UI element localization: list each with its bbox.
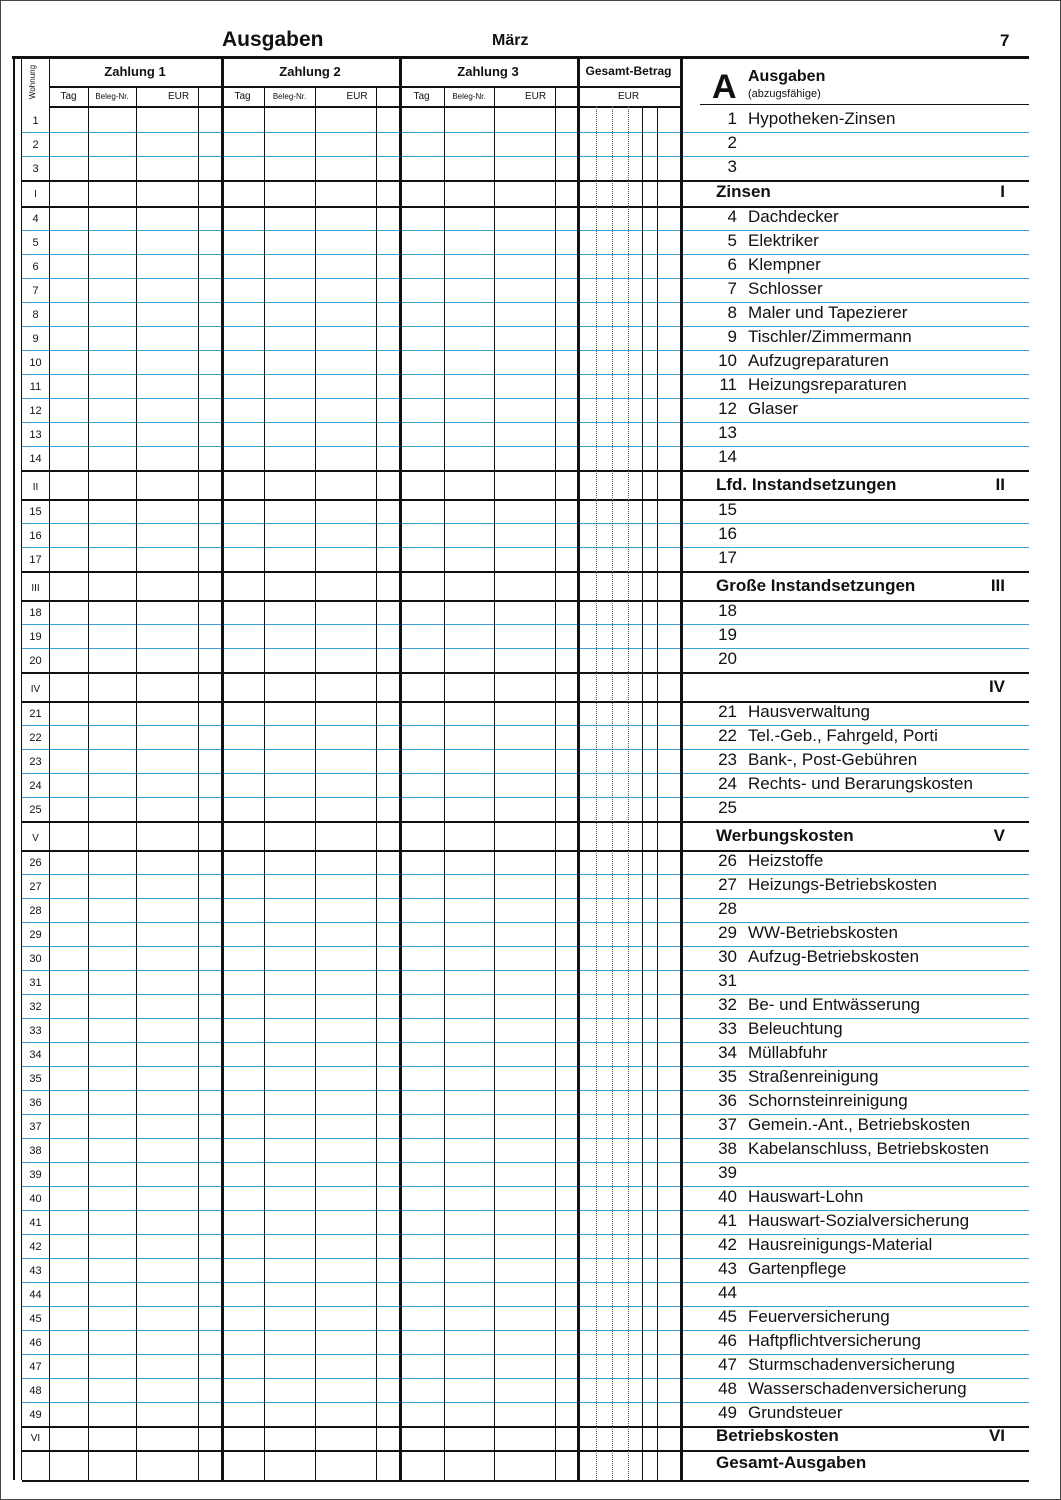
rule-line — [22, 398, 680, 399]
item-number: 5 — [727, 231, 737, 250]
row-number: 35 — [29, 1073, 42, 1085]
item-label: Sturmschadenversicherung — [748, 1355, 955, 1374]
page-number: 7 — [1000, 31, 1010, 50]
rule-line — [22, 499, 680, 501]
item-number: 3 — [727, 157, 737, 176]
section-label: Lfd. Instandsetzungen — [716, 475, 897, 494]
rule-line — [22, 278, 680, 279]
item-number: 8 — [727, 303, 737, 322]
rule-line — [22, 1186, 680, 1187]
eur-header-total: EUR — [617, 91, 640, 102]
item-number: 29 — [718, 923, 737, 942]
item-label: Müllabfuhr — [748, 1043, 828, 1062]
item-label: Hauswart-Sozialversicherung — [748, 1211, 970, 1230]
row-number: 24 — [29, 780, 42, 792]
section-label: Betriebskosten — [716, 1426, 839, 1445]
rule-line — [22, 547, 680, 548]
rule-line — [680, 1450, 1029, 1452]
row-number: 25 — [29, 804, 42, 816]
rule-line — [22, 302, 680, 303]
item-number: 25 — [718, 798, 737, 817]
tag-header-3: Tag — [413, 91, 430, 102]
row-number: 41 — [29, 1217, 42, 1229]
rule-line — [22, 374, 680, 375]
rule-line — [22, 946, 680, 947]
item-label: Tischler/Zimmermann — [748, 327, 912, 346]
zahlung-2-header: Zahlung 2 — [279, 64, 341, 79]
item-label: Rechts- und Berarungskosten — [748, 774, 973, 793]
column-line — [13, 58, 15, 1480]
row-number: 1 — [32, 115, 39, 127]
row-number: 19 — [29, 631, 42, 643]
rule-line — [22, 1162, 680, 1163]
column-line — [315, 86, 316, 1480]
item-number: 12 — [718, 399, 737, 418]
section-number: I — [34, 189, 37, 200]
rule-line — [22, 156, 680, 157]
row-number: 46 — [29, 1337, 42, 1349]
row-number: 6 — [32, 261, 39, 273]
row-number: 15 — [29, 506, 42, 518]
item-number: 45 — [718, 1307, 737, 1326]
item-label: WW-Betriebskosten — [748, 923, 898, 942]
column-line — [49, 58, 50, 1480]
rule-line — [22, 1426, 680, 1428]
zahlung-1-header: Zahlung 1 — [104, 64, 166, 79]
eur-header-3: EUR — [524, 91, 547, 102]
item-label: Be- und Entwässerung — [748, 995, 920, 1014]
rule-line — [22, 254, 680, 255]
item-number: 13 — [718, 423, 737, 442]
rule-line — [22, 1480, 1029, 1482]
rule-line — [22, 1258, 680, 1259]
item-number: 47 — [718, 1355, 737, 1374]
rule-line — [22, 773, 680, 774]
item-number: 11 — [719, 375, 737, 394]
item-label: Elektriker — [748, 231, 819, 250]
section-number: II — [32, 482, 39, 493]
rule-line — [22, 1306, 680, 1307]
item-label: Haftpflichtversicherung — [748, 1331, 921, 1350]
wohnung-header: Wohnung — [28, 64, 37, 100]
item-number: 19 — [718, 625, 737, 644]
item-number: 23 — [718, 750, 737, 769]
rule-line — [22, 180, 680, 182]
row-number: 2 — [32, 139, 39, 151]
item-label: Heizstoffe — [748, 851, 824, 870]
item-number: 34 — [718, 1043, 737, 1062]
row-number: 45 — [29, 1313, 42, 1325]
rule-line — [22, 898, 680, 899]
row-number: 8 — [32, 309, 39, 321]
rule-line — [22, 446, 680, 447]
rule-line — [22, 797, 680, 798]
rule-line — [22, 850, 680, 852]
section-label: Große Instandsetzungen — [716, 576, 916, 595]
item-number: 26 — [718, 851, 737, 870]
item-label: Hausverwaltung — [748, 702, 870, 721]
row-number: 4 — [32, 213, 39, 225]
rule-line — [22, 725, 680, 726]
item-number: 16 — [718, 524, 737, 543]
row-number: 48 — [29, 1385, 42, 1397]
row-number: 18 — [29, 607, 42, 619]
rule-line — [22, 600, 680, 602]
category-title: Ausgaben — [748, 68, 826, 85]
beleg-header-1: Beleg-Nr. — [95, 92, 129, 101]
row-number: 16 — [29, 530, 42, 542]
rule-line — [22, 1234, 680, 1235]
row-number: 13 — [29, 429, 42, 441]
rule-line — [22, 1114, 680, 1115]
column-line — [555, 86, 556, 1480]
section-number: IV — [30, 684, 41, 695]
beleg-header-3: Beleg-Nr. — [452, 92, 486, 101]
section-roman: V — [993, 826, 1005, 845]
rule-line — [22, 571, 680, 573]
item-number: 49 — [718, 1403, 737, 1422]
row-number: 27 — [29, 881, 42, 893]
rule-line — [680, 672, 1029, 674]
row-number: 11 — [29, 381, 42, 393]
item-number: 37 — [718, 1115, 737, 1134]
section-roman: III — [990, 576, 1005, 595]
row-number: 42 — [29, 1241, 42, 1253]
item-number: 39 — [718, 1163, 737, 1182]
item-number: 41 — [718, 1211, 737, 1230]
section-roman: IV — [988, 677, 1005, 696]
rule-line — [22, 994, 680, 995]
item-number: 10 — [718, 351, 737, 370]
eur-header-2: EUR — [346, 91, 368, 102]
section-label: Werbungskosten — [716, 826, 854, 845]
row-number: 37 — [29, 1121, 42, 1133]
row-number: 20 — [29, 655, 42, 667]
section-roman: VI — [988, 1426, 1005, 1445]
item-number: 32 — [718, 995, 737, 1014]
rule-line — [577, 86, 680, 88]
item-label: Wasserschadenversicherung — [748, 1379, 967, 1398]
row-number: 39 — [29, 1169, 42, 1181]
item-label: Hausreinigungs-Material — [748, 1235, 933, 1254]
item-label: Feuerversicherung — [748, 1307, 890, 1326]
rule-line — [22, 132, 680, 133]
rule-line — [49, 86, 577, 88]
row-number: 47 — [29, 1361, 42, 1373]
rule-line — [22, 1138, 680, 1139]
item-label: Hypotheken-Zinsen — [748, 109, 896, 128]
item-label: Glaser — [748, 399, 799, 418]
item-label: Schornsteinreinigung — [748, 1091, 908, 1110]
section-number: V — [32, 833, 39, 844]
row-number: 9 — [32, 333, 39, 345]
row-number: 23 — [29, 756, 42, 768]
column-line — [399, 58, 402, 1480]
rule-line — [22, 1066, 680, 1067]
column-line — [612, 106, 613, 1480]
column-line — [376, 86, 377, 1480]
row-number: 17 — [29, 554, 42, 566]
column-line — [221, 58, 224, 1480]
zahlung-3-header: Zahlung 3 — [457, 64, 519, 79]
item-number: 18 — [718, 601, 737, 620]
item-label: Bank-, Post-Gebühren — [748, 750, 918, 769]
item-number: 15 — [718, 500, 737, 519]
beleg-header-2: Beleg-Nr. — [272, 92, 307, 101]
column-line — [628, 106, 629, 1480]
rule-line — [680, 571, 1029, 573]
section-label: Zinsen — [716, 182, 771, 201]
item-label: Aufzug-Betriebskosten — [748, 947, 920, 966]
rule-line — [22, 672, 680, 674]
row-number: 44 — [29, 1289, 42, 1301]
item-label: Schlosser — [748, 279, 823, 298]
eur-header-1: EUR — [167, 91, 190, 102]
item-label: Gartenpflege — [748, 1259, 847, 1278]
item-number: 21 — [718, 702, 737, 721]
row-number: 49 — [29, 1409, 42, 1421]
column-line — [88, 86, 89, 1480]
column-line — [198, 86, 199, 1480]
row-number: 10 — [29, 357, 42, 369]
row-number: 7 — [32, 285, 39, 297]
item-number: 42 — [718, 1235, 737, 1254]
item-number: 31 — [718, 971, 737, 990]
rule-line — [22, 1018, 680, 1019]
row-number: 32 — [29, 1001, 42, 1013]
section-roman: II — [995, 475, 1005, 494]
row-number: 33 — [29, 1025, 42, 1037]
gesamt-ausgaben-label: Gesamt-Ausgaben — [716, 1453, 867, 1472]
category-subtitle: (abzugsfähige) — [748, 88, 821, 100]
rule-line — [22, 1378, 680, 1379]
item-label: Gemein.-Ant., Betriebskosten — [748, 1115, 971, 1134]
item-label: Heizungsreparaturen — [748, 375, 907, 394]
item-number: 2 — [727, 133, 737, 152]
row-number: 28 — [29, 905, 42, 917]
rule-line — [22, 1354, 680, 1355]
rule-line — [680, 470, 1029, 472]
rule-line — [12, 56, 1029, 59]
rule-line — [22, 970, 680, 971]
rule-line — [22, 624, 680, 625]
item-number: 40 — [718, 1187, 737, 1206]
item-label: Heizungs-Betriebskosten — [748, 875, 937, 894]
tag-header-1: Tag — [60, 91, 77, 102]
item-label: Kabelanschluss, Betriebskosten — [748, 1139, 989, 1158]
rule-line — [22, 701, 680, 703]
item-number: 9 — [727, 327, 737, 346]
item-label: Hauswart-Lohn — [748, 1187, 864, 1206]
item-label: Straßenreinigung — [748, 1067, 879, 1086]
row-number: 5 — [32, 237, 39, 249]
rule-line — [22, 422, 680, 423]
item-number: 27 — [718, 875, 737, 894]
rule-line — [22, 230, 680, 231]
rule-line — [22, 648, 680, 649]
row-number: 36 — [29, 1097, 42, 1109]
rule-line — [49, 106, 680, 108]
rule-line — [22, 1042, 680, 1043]
rule-line — [22, 523, 680, 524]
rule-line — [22, 1282, 680, 1283]
rule-line — [22, 1210, 680, 1211]
row-number: 40 — [29, 1193, 42, 1205]
item-number: 22 — [718, 726, 737, 745]
item-number: 7 — [727, 279, 737, 298]
rule-line — [22, 874, 680, 875]
gesamt-betrag-header: Gesamt-Betrag — [585, 64, 672, 78]
item-number: 33 — [718, 1019, 737, 1038]
item-label: Tel.-Geb., Fahrgeld, Porti — [748, 726, 938, 745]
column-line — [577, 58, 580, 1480]
section-roman: I — [1000, 182, 1005, 201]
row-number: 12 — [29, 405, 42, 417]
rule-line — [22, 1450, 680, 1452]
row-number: 43 — [29, 1265, 42, 1277]
rule-line — [22, 821, 680, 823]
rule-line — [700, 104, 1029, 105]
item-label: Dachdecker — [748, 207, 839, 226]
column-line — [494, 86, 495, 1480]
item-label: Beleuchtung — [748, 1019, 843, 1038]
row-number: 22 — [29, 732, 42, 744]
item-number: 20 — [718, 649, 737, 668]
item-label: Grundsteuer — [748, 1403, 843, 1422]
tag-header-2: Tag — [234, 91, 251, 102]
row-number: 21 — [29, 708, 42, 720]
row-number: 38 — [29, 1145, 42, 1157]
column-line — [136, 86, 137, 1480]
section-number: VI — [30, 1433, 41, 1444]
item-number: 38 — [718, 1139, 737, 1158]
rule-line — [22, 470, 680, 472]
item-number: 24 — [718, 774, 737, 793]
row-number: 31 — [29, 977, 42, 989]
item-number: 17 — [718, 548, 737, 567]
rule-line — [22, 1090, 680, 1091]
row-number: 34 — [29, 1049, 42, 1061]
category-letter: A — [712, 68, 737, 106]
item-number: 35 — [718, 1067, 737, 1086]
rule-line — [680, 821, 1029, 823]
item-number: 48 — [718, 1379, 737, 1398]
item-number: 36 — [718, 1091, 737, 1110]
rule-line — [22, 350, 680, 351]
row-number: 29 — [29, 929, 42, 941]
item-number: 28 — [718, 899, 737, 918]
month-label: März — [492, 32, 529, 49]
page-title: Ausgaben — [222, 28, 324, 51]
rule-line — [22, 749, 680, 750]
column-line — [657, 106, 658, 1480]
item-label: Maler und Tapezierer — [748, 303, 908, 322]
column-line — [680, 58, 683, 1480]
row-number: 30 — [29, 953, 42, 965]
row-number: 3 — [32, 163, 39, 175]
item-number: 1 — [727, 109, 737, 128]
column-line — [642, 106, 643, 1480]
rule-line — [22, 922, 680, 923]
item-number: 30 — [718, 947, 737, 966]
item-number: 44 — [718, 1283, 737, 1302]
row-number: 14 — [29, 453, 42, 465]
item-number: 43 — [718, 1259, 737, 1278]
rule-line — [22, 1402, 680, 1403]
section-number: III — [31, 583, 40, 594]
column-line — [444, 86, 445, 1480]
item-number: 46 — [718, 1331, 737, 1350]
rule-line — [22, 1330, 680, 1331]
item-label: Klempner — [748, 255, 821, 274]
item-number: 14 — [718, 447, 737, 466]
column-line — [264, 86, 265, 1480]
item-label: Aufzugreparaturen — [748, 351, 889, 370]
item-number: 4 — [727, 207, 737, 226]
rule-line — [22, 326, 680, 327]
row-number: 26 — [29, 857, 42, 869]
column-line — [596, 106, 597, 1480]
item-number: 6 — [727, 255, 737, 274]
rule-line — [22, 206, 680, 208]
